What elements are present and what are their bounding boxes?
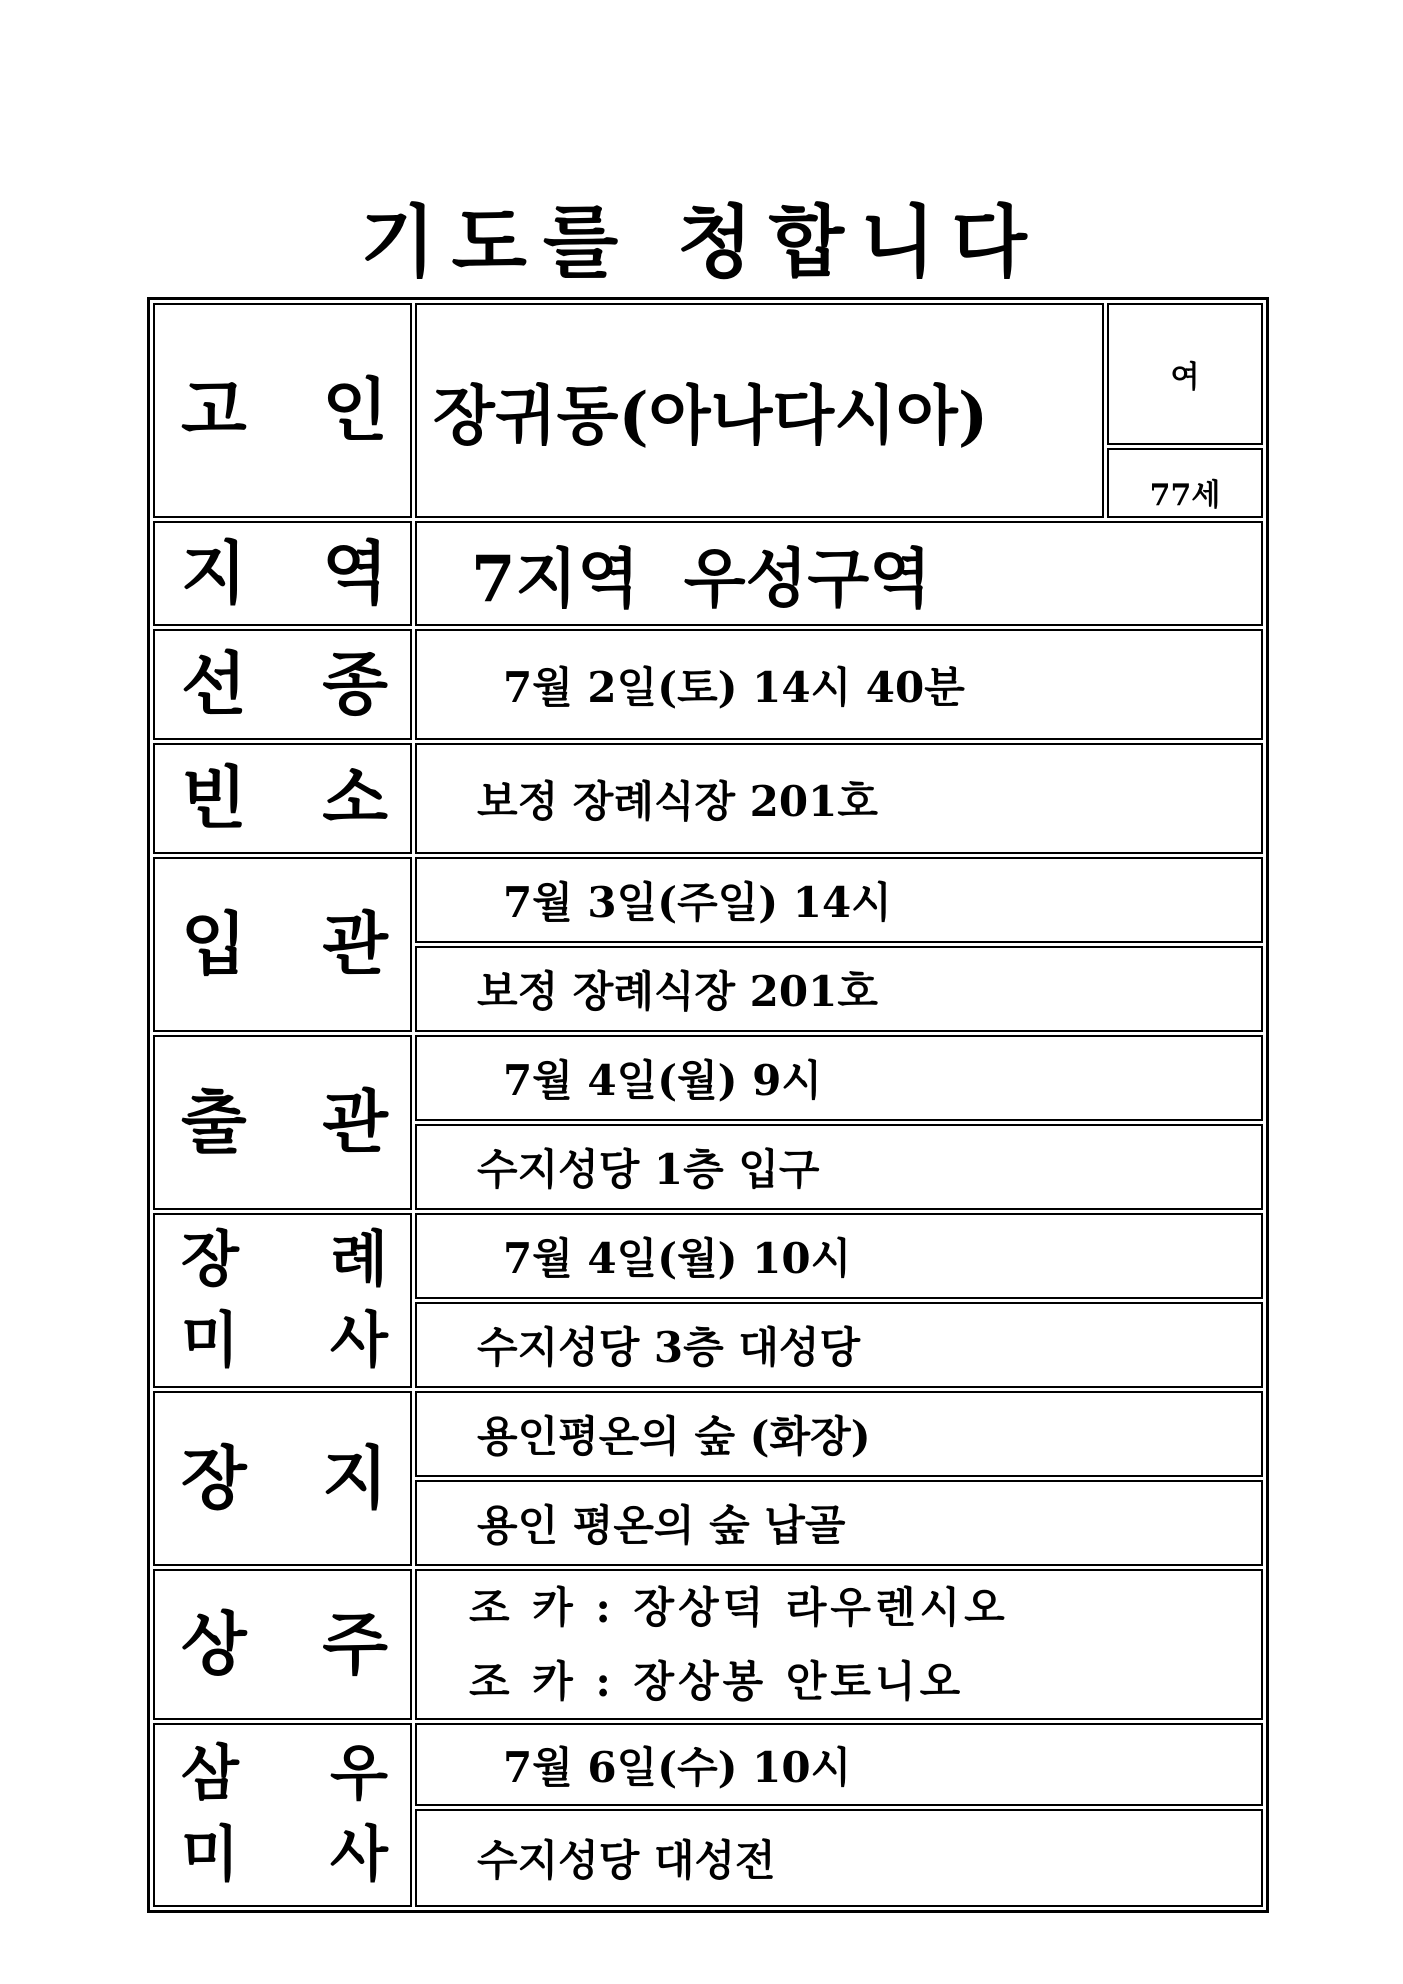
mourner-list bbox=[415, 1569, 1263, 1720]
funeral-mass-place: 수지성당 3층 대성당 bbox=[415, 1302, 1263, 1388]
encoffin-time: 7월 3일(주일) 14시 bbox=[415, 857, 1263, 943]
region-value: 7지역 우성구역 bbox=[415, 521, 1263, 626]
region-row bbox=[153, 521, 1263, 626]
region-label: 지 역 bbox=[153, 521, 412, 626]
mourner-line-2: 조 카 : 장상봉 안토니오 bbox=[469, 1656, 965, 1706]
funeral-mass-row bbox=[153, 1213, 1263, 1299]
mortuary-value: 보정 장례식장 201호 bbox=[415, 743, 1263, 854]
memorial-mass-label: 삼 우 미 사 bbox=[153, 1723, 412, 1907]
encoffin-row bbox=[153, 857, 1263, 943]
death-row bbox=[153, 629, 1263, 740]
mourner-row bbox=[153, 1569, 1263, 1720]
procession-place: 수지성당 1층 입구 bbox=[415, 1124, 1263, 1210]
mortuary-label: 빈 소 bbox=[153, 743, 412, 854]
procession-label: 출 관 bbox=[153, 1035, 412, 1210]
funeral-mass-label: 장 례 미 사 bbox=[153, 1213, 412, 1388]
procession-row bbox=[153, 1035, 1263, 1121]
burial-label: 장 지 bbox=[153, 1391, 412, 1566]
burial-row bbox=[153, 1391, 1263, 1477]
page-title: 기도를 청합니다 bbox=[360, 197, 1043, 288]
procession-time: 7월 4일(월) 9시 bbox=[415, 1035, 1263, 1121]
deceased-name: 장귀동(아나다시아) bbox=[415, 303, 1104, 518]
funeral-notice-table bbox=[147, 297, 1269, 1913]
memorial-mass-row bbox=[153, 1723, 1263, 1806]
deceased-label: 고 인 bbox=[153, 303, 412, 518]
deceased-age: 77세 bbox=[1107, 448, 1263, 518]
funeral-mass-time: 7월 4일(월) 10시 bbox=[415, 1213, 1263, 1299]
encoffin-label: 입 관 bbox=[153, 857, 412, 1032]
death-label: 선 종 bbox=[153, 629, 412, 740]
memorial-mass-place: 수지성당 대성전 bbox=[415, 1809, 1263, 1907]
burial-line-1: 용인평온의 숲 (화장) bbox=[415, 1391, 1263, 1477]
deceased-gender: 여 bbox=[1107, 303, 1263, 445]
deceased-row bbox=[153, 303, 1263, 445]
mourner-label: 상 주 bbox=[153, 1569, 412, 1720]
mortuary-row bbox=[153, 743, 1263, 854]
death-value: 7월 2일(토) 14시 40분 bbox=[415, 629, 1263, 740]
encoffin-place: 보정 장례식장 201호 bbox=[415, 946, 1263, 1032]
mourner-line-1: 조 카 : 장상덕 라우렌시오 bbox=[469, 1583, 1009, 1632]
memorial-mass-time: 7월 6일(수) 10시 bbox=[415, 1723, 1263, 1806]
burial-line-2: 용인 평온의 숲 납골 bbox=[415, 1480, 1263, 1566]
